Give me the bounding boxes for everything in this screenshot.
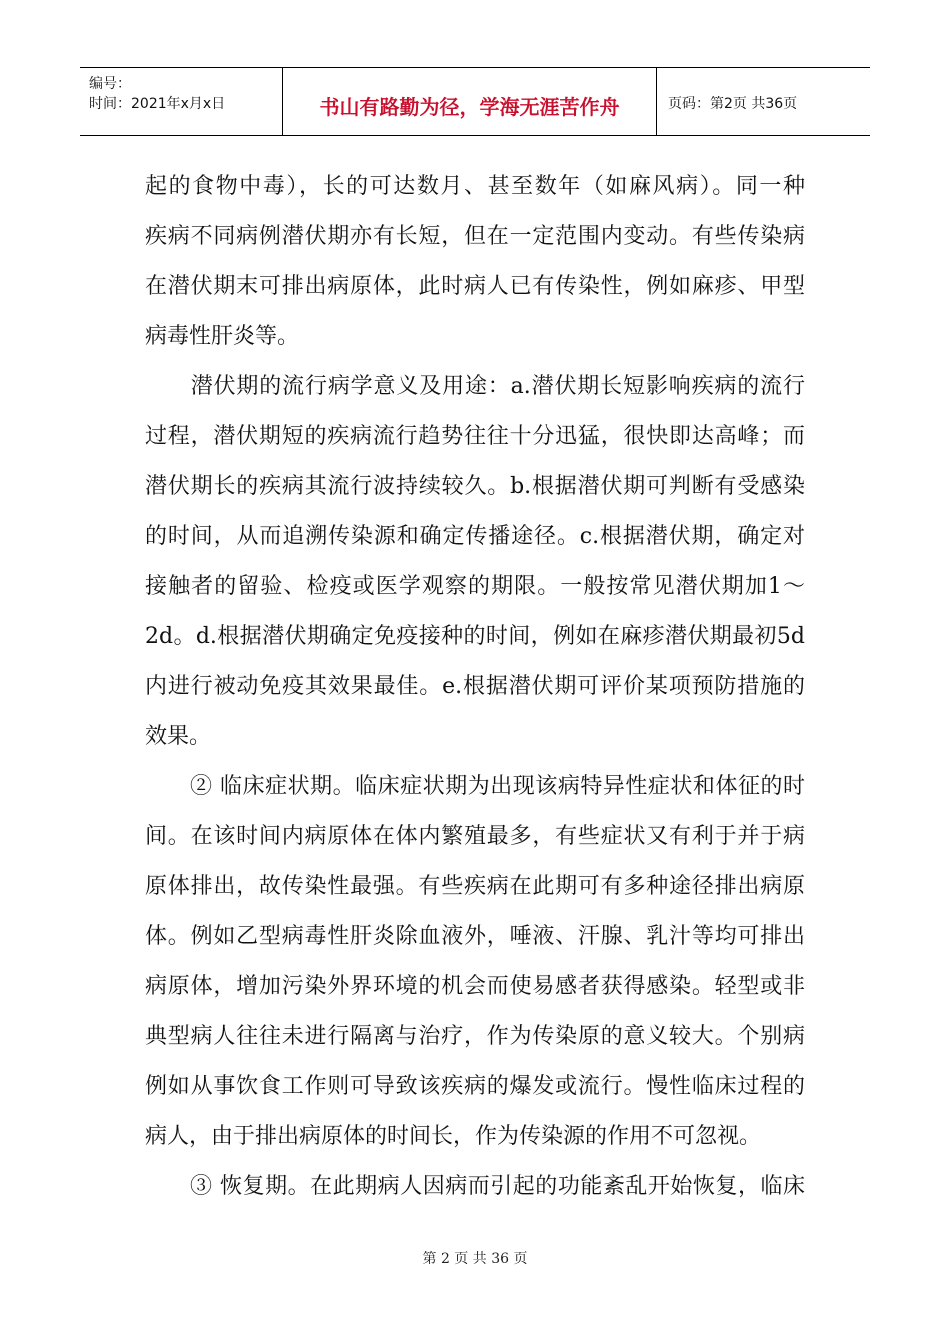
body-line: 潜伏期的流行病学意义及用途：a.潜伏期长短影响疾病的流行 bbox=[145, 374, 805, 399]
header-motto-cell bbox=[283, 68, 657, 135]
body-line: 在潜伏期末可排出病原体，此时病人已有传染性，例如麻疹、甲型 bbox=[145, 274, 805, 299]
body-line: 例如从事饮食工作则可导致该疾病的爆发或流行。慢性临床过程的 bbox=[145, 1074, 805, 1099]
body-line: 潜伏期长的疾病其流行波持续较久。b.根据潜伏期可判断有受感染 bbox=[145, 474, 805, 499]
page-footer: 第 2 页 共 36 页 bbox=[422, 1251, 528, 1267]
document-body bbox=[145, 162, 805, 1212]
document-header bbox=[80, 67, 870, 136]
document-number-label: 编号： bbox=[89, 76, 131, 92]
body-line: 病人，由于排出病原体的时间长，作为传染源的作用不可忽视。 bbox=[145, 1124, 762, 1149]
body-line: 体。例如乙型病毒性肝炎除血液外，唾液、汗腺、乳汁等均可排出 bbox=[145, 924, 805, 949]
document-date-label: 时间：2021年x月x日 bbox=[89, 96, 226, 112]
body-line: 接触者的留验、检疫或医学观察的期限。一般按常见潜伏期加1～ bbox=[145, 574, 805, 599]
header-page-code: 页码：第2页 共36页 bbox=[668, 96, 798, 112]
header-page-cell bbox=[657, 68, 870, 135]
body-line: ③ 恢复期。在此期病人因病而引起的功能紊乱开始恢复，临床 bbox=[145, 1174, 805, 1199]
body-line: 的时间，从而追溯传染源和确定传播途径。c.根据潜伏期，确定对 bbox=[145, 524, 805, 549]
header-info-cell bbox=[80, 68, 283, 135]
body-line: 间。在该时间内病原体在体内繁殖最多，有些症状又有利于并于病 bbox=[145, 824, 805, 849]
body-line: 效果。 bbox=[145, 724, 212, 749]
body-line: 典型病人往往未进行隔离与治疗，作为传染原的意义较大。个别病 bbox=[145, 1024, 805, 1049]
body-line: 过程，潜伏期短的疾病流行趋势往往十分迅猛，很快即达高峰；而 bbox=[145, 424, 805, 449]
header-motto: 书山有路勤为径，学海无涯苦作舟 bbox=[319, 95, 620, 119]
body-line: ② 临床症状期。临床症状期为出现该病特异性症状和体征的时 bbox=[145, 774, 805, 799]
body-line: 病毒性肝炎等。 bbox=[145, 324, 300, 349]
body-line: 2d。d.根据潜伏期确定免疫接种的时间，例如在麻疹潜伏期最初5d bbox=[145, 624, 805, 649]
body-line: 内进行被动免疫其效果最佳。e.根据潜伏期可评价某项预防措施的 bbox=[145, 674, 805, 699]
body-line: 疾病不同病例潜伏期亦有长短，但在一定范围内变动。有些传染病 bbox=[145, 224, 805, 249]
body-line: 起的食物中毒），长的可达数月、甚至数年（如麻风病）。同一种 bbox=[145, 174, 805, 199]
body-line: 原体排出，故传染性最强。有些疾病在此期可有多种途径排出病原 bbox=[145, 874, 805, 899]
body-line: 病原体，增加污染外界环境的机会而使易感者获得感染。轻型或非 bbox=[145, 974, 805, 999]
